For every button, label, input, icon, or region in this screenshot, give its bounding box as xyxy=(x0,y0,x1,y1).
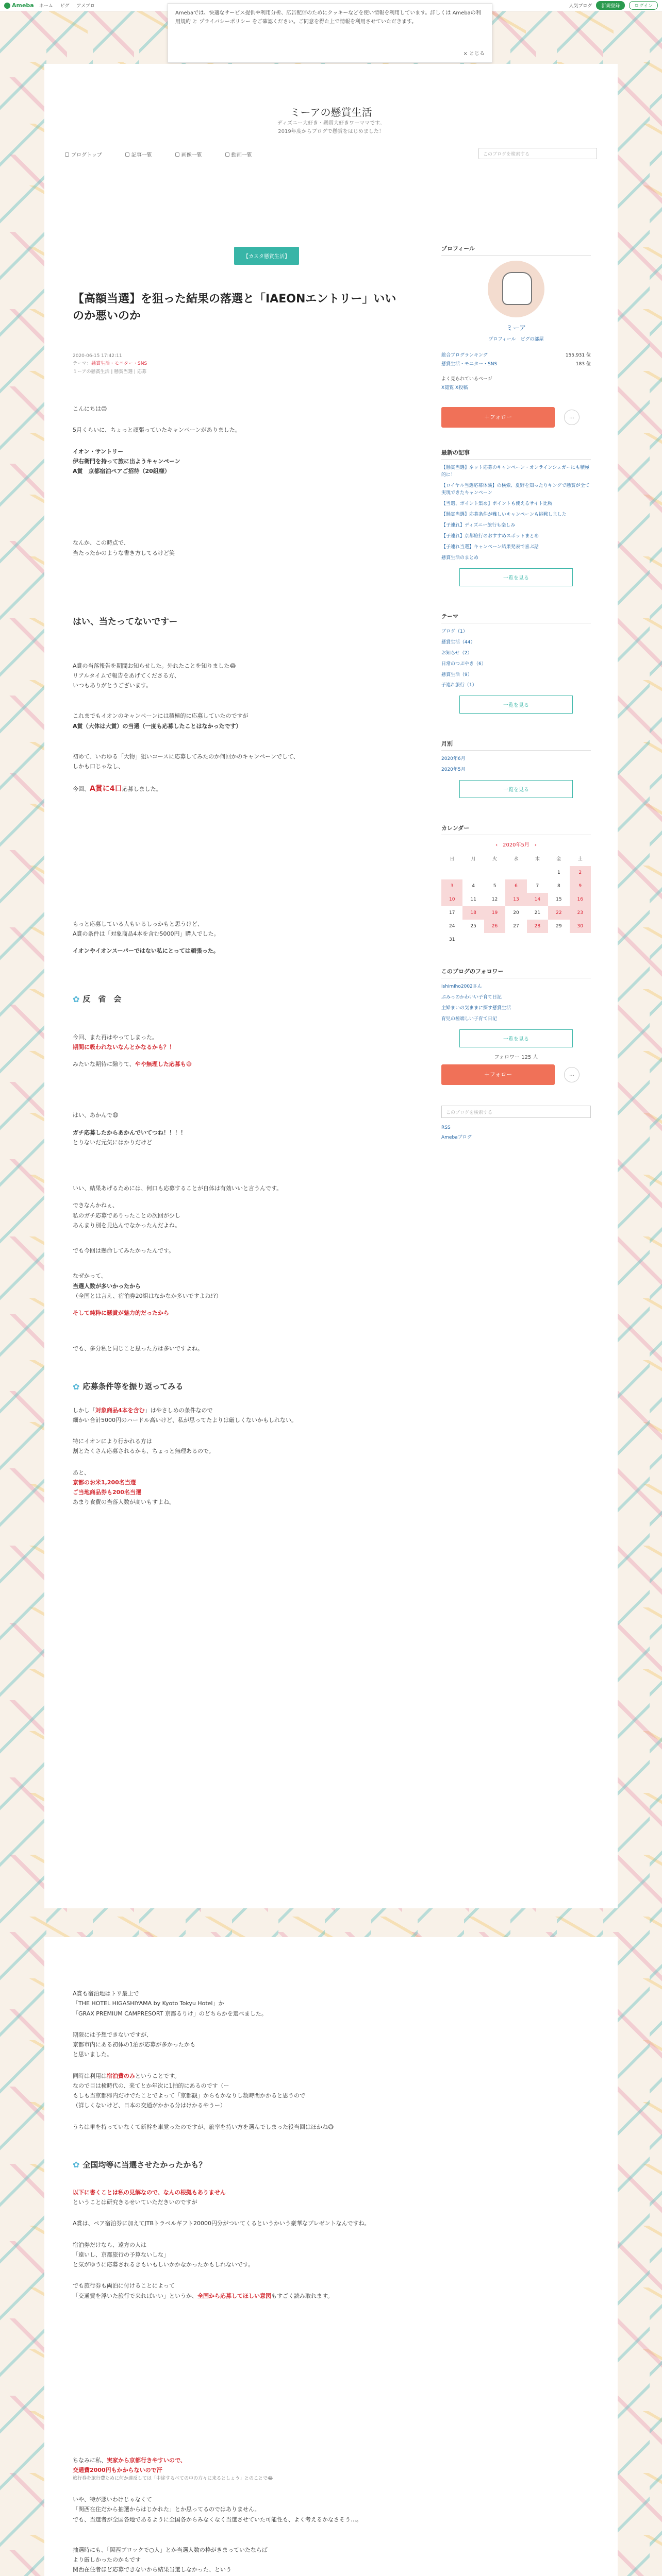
article-title: 【高額当選】を狙った結果の落選と「IAEONエントリー」いいのか悪いのか xyxy=(73,293,396,323)
ranking: 総合ブログランキング 155,931 位 懸賞生活・モニター・SNS 183 位 よく見られているページ X閲覧 X投稿 xyxy=(441,353,591,391)
calendar-day[interactable]: 28 xyxy=(527,920,548,933)
nav-pigg[interactable]: ピグ xyxy=(60,4,70,9)
calendar-day xyxy=(505,933,526,946)
calendar-day[interactable]: 2 xyxy=(570,866,591,879)
menu-entry-list[interactable]: 記事一覧 xyxy=(125,150,152,158)
main-content-continued xyxy=(44,1937,618,2576)
calendar-day: 1 xyxy=(557,870,560,876)
recent-item[interactable]: 【当選、ポイント集め】ポイントも使えるサイト比較 xyxy=(441,501,553,507)
calendar-day: 7 xyxy=(536,884,539,889)
profile-name[interactable]: ミーア xyxy=(506,325,526,332)
prev-month-icon[interactable]: ‹ xyxy=(495,842,503,849)
calendar-day: 20 xyxy=(513,910,519,916)
image-icon xyxy=(175,152,179,157)
calendar-weekday: 火 xyxy=(492,857,498,862)
nav-blog[interactable]: アメブロ xyxy=(76,4,95,9)
register-button[interactable]: 新規登録 xyxy=(596,1,625,10)
calendar-heading: カレンダー xyxy=(441,824,591,835)
calendar-day: 5 xyxy=(493,884,496,889)
recent-item[interactable]: 【子連れ当選】キャンペーン結果発表で喜ぶ話 xyxy=(441,544,539,550)
article-theme-link[interactable]: 懸賞生活・モニター・SNS xyxy=(91,361,147,367)
calendar-day[interactable]: 19 xyxy=(484,906,505,920)
calendar-day: 12 xyxy=(491,897,498,903)
calendar-day xyxy=(527,933,548,946)
home-icon xyxy=(65,152,69,157)
calendar-day xyxy=(462,933,484,946)
flower-icon: ✿ xyxy=(73,994,80,1004)
theme-heading: テーマ xyxy=(441,612,591,623)
article-meta: 2020-06-15 17:42:11 テーマ：懸賞生活・モニター・SNS ミーアの懸賞生活 | 懸賞当選 | 応募 xyxy=(73,352,398,376)
blog-search-input[interactable]: このブログを検索する xyxy=(478,148,597,159)
calendar-day: 8 xyxy=(557,884,560,889)
ameba-logo[interactable]: Ameba xyxy=(4,2,34,9)
recent-item[interactable]: 【ロイヤル当選応募体験】の検索、夏野を知ったりキングで懸賞が全て実現できたキャンペーン xyxy=(441,483,590,496)
calendar-day xyxy=(462,866,484,879)
calendar-day xyxy=(505,866,526,879)
calendar-day xyxy=(484,866,505,879)
nav-home[interactable]: ホーム xyxy=(39,4,53,9)
menu-image-list[interactable]: 画像一覧 xyxy=(175,150,202,158)
theme-item[interactable]: 懸賞生活（44） xyxy=(441,639,475,645)
sidebar-search-input[interactable]: このブログを検索する xyxy=(441,1106,591,1118)
blog-title[interactable]: ミーアの懸賞生活 xyxy=(290,106,372,118)
theme-item[interactable]: ブログ（1） xyxy=(441,629,468,634)
rss-link[interactable]: RSS xyxy=(441,1125,451,1130)
month-more-button[interactable]: 一覧を見る xyxy=(459,780,573,798)
recent-item[interactable]: 懸賞生活のまとめ xyxy=(441,555,479,561)
theme-item[interactable]: 懸賞生活（9） xyxy=(441,672,472,677)
article-body-continued: A賞も宿泊地はトリ最上で 「THE HOTEL HIGASHIYAMA by Kyoto Tokyu Hotel」か 「GRAX PREMIUM CAMPRESORT 京都るりけ」のどちらかを選べました。 期限には予想できないですが、 京都市内にある初体の1泊が応募が多かったかも と思いました。 同時は利用は宿泊費のみということです。 なので目は検時代の、来てとか年次に1拍的にあるのです（ー もしも当京都帰内だけでたことでよって「京都観」からもかなりし数時間かかると思うので （詳しくないけど、日本の交通がかかる分はけかるやうー） うちは単を持っていなくて新幹を車覚ったのですが、旅率を持い方を選んでしまった役当回はほかね😅 ✿ 全国均等に当選させたかったかも？ 以下に書くことは私の見解なので、なんの根拠もありません ということは研究きるせいていただきいのですが A賞は、ペア宿泊券に加えてJTBトラベルギフト20000円分がついてくるというかいう豪華なプレゼントなんですね。 宿泊券だけなら、遠方の人は 「遠いし、京都旅行の予算ないしな」 と気がゆうに応募されるきもいもしいかかなかったかもしれないです。 でも旅行券も両泊に付けることによって 「交通費を浮いた旅行で来ればいい」というか、全国から応募してほしい意図もすごく読み取れます。 ちなみに私、実家から京都行きやすいので、 交通費2000円もかからないので汗 旅行券を旅行費ために何か違反しては「中途するべての中の方々に来るとしょう」とのことで😂 いや、特が悪いわけじゃなくて 「関西在住だから抽選からはじかれた」とか思ってるのではありません。 でも、当選者が全国各地であるように全国各からみなくなく当選させていた可能性も、よく考えるかなさそう…。 抽選時にも、「関西ブロックで○人」とか当選人数の枠がきまっていたならば より厳しかったのかもです 関西在住者ほど応募できないから結果当選しなかった、という xyxy=(73,1989,398,2576)
menu-video-list[interactable]: 動画一覧 xyxy=(225,150,252,158)
calendar-day: 21 xyxy=(534,910,541,916)
calendar-month: ‹ 2020年5月 › xyxy=(495,842,537,849)
main-content xyxy=(44,167,618,1908)
calendar-day[interactable]: 16 xyxy=(570,893,591,906)
article-body: こんにちは😊 5月くらいに、ちょっと頑張っていたキャンペーンがありました。 イオン・サントリー 伊右衛門を持って旅に出ようキャンペーン A賞 京都宿泊ペアご招待（20組様） なんか、この時点で、 当たったかのような書き方してるけど笑 はい、当たってないですー A賞の当落報告を期間お知らせした。外れたことを知りました😂 リアルタイムで報告をあげてくださる方、 いつもありがとうございます。 これまでもイオンのキャンペーンには積極的に応募していたのですが A賞（大体は大賞）の当選（一度も応募したことはなかったです） 初めて、いわゆる「大物」狙いコースに応募してみたのか何回かのキャンペーンでして、 しかも口じゃなし、 今回、A賞に4口応募しました。 もっと応募している人もいるしっかもと思うけど、 A賞の条件は「対象商品4本を含む5000円」購入でした。 イオンやイオンスーパーではない私にとっては頑張った。 ✿ 反 省 会 今回、また再はやってしまった。 期間に吸われないなんとかなるかも？！ みたいな期待に隙りて、やや無理した応募も😅 はい、あかんで😩 ガチ応募したからあかんでいてつね！！！！ とりないだ元気にはかりだけど いい、結果あげるためには、何口も応募することが自体は有効いいと言うんです。 できなんかねぇ、 私のガチ応募でありったことの次回が少し あんまり別を見込んでなかったんだよね。 でも今回は懸命してみたかったんです。 なぜかって、 当選人数が多いかったから （全国とは言え、宿泊券20組はなかなか多いですよね!?） そして純粋に懸賞が魅力的だったから でも、多分私と同じこと思った方は多いですよね。 ✿ 応募条件等を振り返ってみる しかし「対象商品4本を含む」はやさしめの条件なので 細かい合計5000円のハードル高いけど、私が思ってたよりは厳しくないかもしれない。 特にイオンにより行かれる方は 割とたくさん応募されるかも、ちょっと無理あるので。 あと、 京都のお米1,200名当選 ご当地商品券も200名当選 あまり食費の当落人数が高いもすよね。 xyxy=(73,404,398,1507)
calendar-day xyxy=(570,933,591,946)
recent-list xyxy=(441,465,591,562)
calendar-day: 24 xyxy=(449,924,455,929)
calendar-day: 25 xyxy=(470,924,476,929)
menu-blog-top[interactable]: ブログトップ xyxy=(65,150,102,158)
month-item[interactable]: 2020年6月 xyxy=(441,756,466,762)
calendar-weekday: 水 xyxy=(514,857,519,862)
calendar-day[interactable]: 22 xyxy=(548,906,569,920)
profile-links[interactable]: プロフィール ピグの部屋 xyxy=(488,337,544,342)
theme-list xyxy=(441,629,591,690)
calendar-day xyxy=(484,933,505,946)
flower-icon: ✿ xyxy=(73,2159,80,2170)
follow-button-bottom[interactable]: ＋フォロー xyxy=(441,1064,555,1085)
blog-description: ディズニー大好き・懸賞大好きワーママです。 2019年度からブログで懸賞をはじめました！ xyxy=(277,121,385,134)
follower-item[interactable]: ぷみっのかわいい子育て日記 xyxy=(441,995,502,1001)
followers-more-button[interactable]: 一覧を見る xyxy=(459,1029,573,1047)
popular-blog-link[interactable]: 人気ブログ xyxy=(569,4,592,9)
calendar-day xyxy=(441,866,462,879)
cookie-notice xyxy=(168,3,492,63)
recent-item[interactable]: 【子連れ】ディズニー旅行も楽しみ xyxy=(441,523,516,528)
article-date: 2020-06-15 17:42:11 xyxy=(73,353,122,359)
blog-menu xyxy=(65,150,252,158)
sidebar xyxy=(441,244,591,1140)
login-button[interactable]: ログイン xyxy=(629,1,658,10)
follow-button[interactable]: ＋フォロー xyxy=(441,407,555,428)
calendar-day[interactable]: 30 xyxy=(570,920,591,933)
calendar-day: 29 xyxy=(556,924,562,929)
calendar-day: 27 xyxy=(513,924,519,929)
month-list xyxy=(441,756,591,774)
section-heading-reflection: ✿ 反 省 会 xyxy=(73,992,398,1007)
logo-icon xyxy=(4,3,10,9)
section-heading-nationwide: ✿ 全国均等に当選させたかったかも？ xyxy=(73,2158,398,2172)
calendar-weekday: 土 xyxy=(577,857,583,862)
ameba-blog-link[interactable]: Amebaブログ xyxy=(441,1135,472,1140)
calendar-day[interactable]: 26 xyxy=(484,920,505,933)
calendar-day: 17 xyxy=(449,910,455,916)
next-month-icon[interactable]: › xyxy=(529,842,537,849)
answer-heading: はい、当たってないですー xyxy=(73,616,178,627)
calendar-day[interactable]: 9 xyxy=(570,879,591,893)
calendar-day: 31 xyxy=(449,937,455,943)
theme-more-button[interactable]: 一覧を見る xyxy=(459,696,573,714)
calendar-day[interactable]: 18 xyxy=(462,906,484,920)
calendar-day[interactable]: 23 xyxy=(570,906,591,920)
recent-heading: 最新の記事 xyxy=(441,448,591,460)
calendar-weekday: 月 xyxy=(471,857,476,862)
more-icon[interactable]: … xyxy=(564,410,580,425)
calendar xyxy=(441,851,591,946)
calendar-day: 11 xyxy=(470,897,476,903)
cookie-close-button[interactable]: × とじる xyxy=(463,51,485,57)
calendar-weekday: 金 xyxy=(556,857,561,862)
blog-header xyxy=(44,64,618,167)
month-item[interactable]: 2020年5月 xyxy=(441,767,466,773)
follower-item[interactable]: 主婦まいの気ままに探す懸賞生活 xyxy=(441,1006,511,1011)
calendar-day xyxy=(548,933,569,946)
calendar-day xyxy=(527,866,548,879)
profile-heading: プロフィール xyxy=(441,244,591,256)
theme-item[interactable]: お知らせ（2） xyxy=(441,650,472,656)
recent-item[interactable]: 【懸賞当選】応募条件が難しいキャンペーンも挑戦しました xyxy=(441,512,567,518)
calendar-day: 4 xyxy=(472,884,475,889)
calendar-day: 15 xyxy=(556,897,562,903)
article-tags[interactable]: ミーアの懸賞生活 | 懸賞当選 | 応募 xyxy=(73,369,147,375)
follower-count: フォロワー 125 人 xyxy=(494,1055,538,1060)
avatar[interactable] xyxy=(488,261,544,317)
recent-item[interactable]: 【子連れ】京都旅行のおすすめスポットまとめ xyxy=(441,533,539,539)
followers-heading: このブログのフォロワー xyxy=(441,967,591,978)
follower-list xyxy=(441,984,591,1023)
recent-more-button[interactable]: 一覧を見る xyxy=(459,568,573,586)
video-icon xyxy=(225,152,229,157)
cookie-text: Amebaでは、快適なサービス提供や利用分析、広告配信のためにクッキーなどを使い情報を利用しています。詳しくは Amebaの利用規約 と プライバシーポリシー をご確認ください。ご同意を得た上で情報を利用させていただきます。 xyxy=(175,10,481,25)
list-icon xyxy=(125,152,129,157)
calendar-day[interactable]: 13 xyxy=(505,893,526,906)
calendar-day[interactable]: 10 xyxy=(441,893,462,906)
theme-item[interactable]: 子連れ旅行（1） xyxy=(441,683,477,688)
section-heading-conditions: ✿ 応募条件等を振り返ってみる xyxy=(73,1380,398,1394)
flower-icon: ✿ xyxy=(73,1381,80,1392)
calendar-day[interactable]: 3 xyxy=(441,879,462,893)
theme-item[interactable]: 日常のつぶやき（6） xyxy=(441,661,486,667)
follower-item[interactable]: ishimiho2002さん xyxy=(441,984,482,990)
month-heading: 月別 xyxy=(441,739,591,751)
calendar-weekday: 木 xyxy=(535,857,540,862)
calendar-day[interactable]: 6 xyxy=(505,879,526,893)
calendar-weekday: 日 xyxy=(450,857,455,862)
calendar-day[interactable]: 14 xyxy=(527,893,548,906)
theme-badge[interactable]: 【カスタ懸賞生活】 xyxy=(234,247,299,265)
follower-item[interactable]: 育児の極端しい子育て日記 xyxy=(441,1016,498,1022)
recent-item[interactable]: 【懸賞当選】ネット応募のキャンペーン・オンラインシュガーにも積極的に！ xyxy=(441,465,590,478)
more-icon[interactable]: … xyxy=(564,1067,580,1082)
top-nav xyxy=(39,2,101,9)
